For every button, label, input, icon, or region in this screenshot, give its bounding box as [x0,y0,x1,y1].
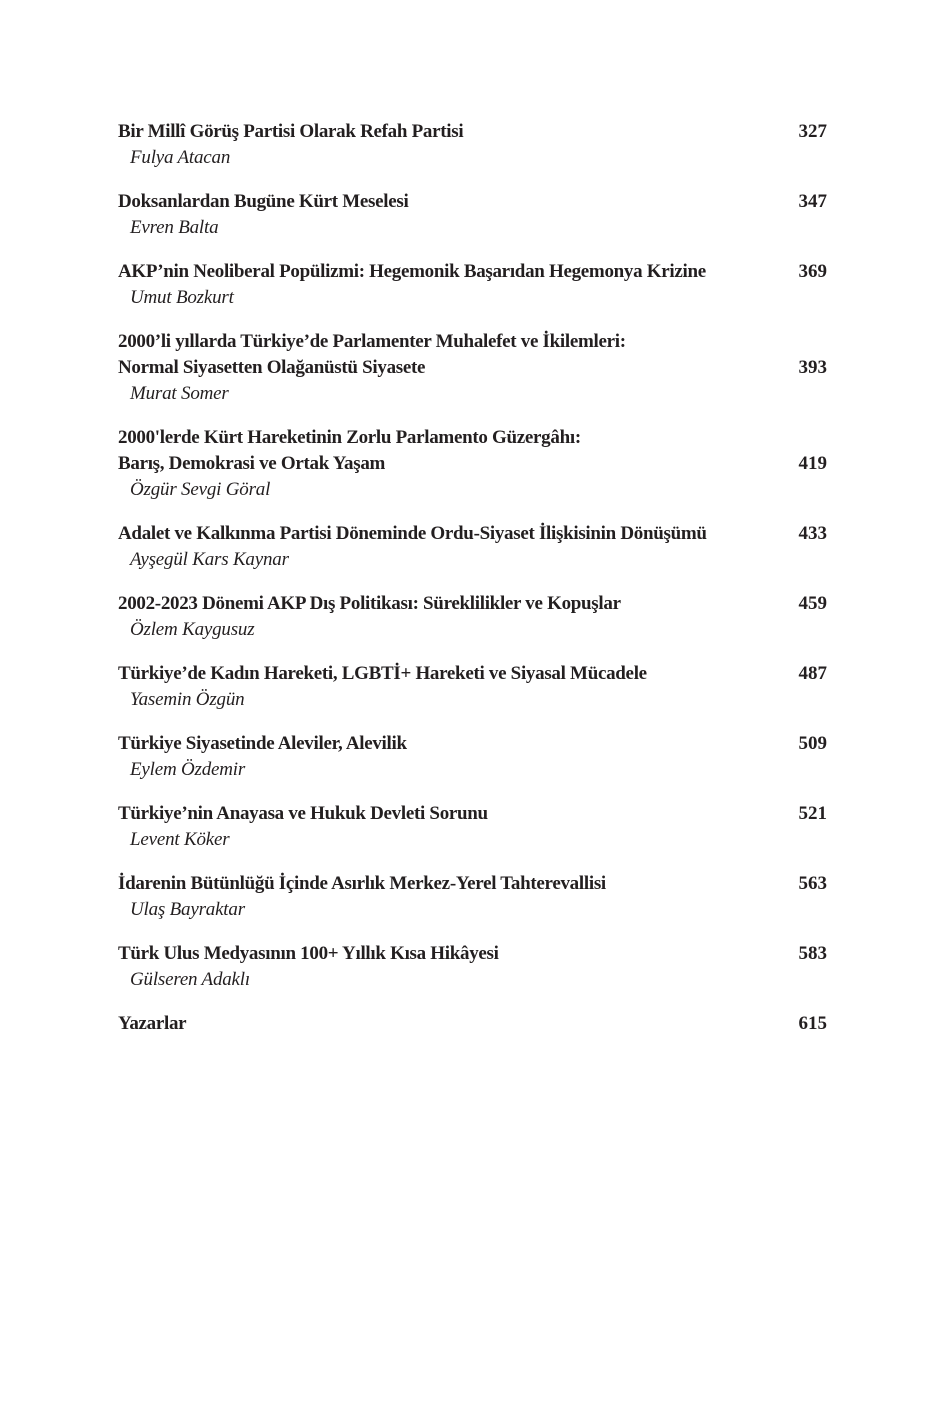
page-number: 521 [798,803,827,824]
chapter-author: Ulaş Bayraktar [130,899,245,920]
chapter-title [118,259,706,285]
page-number: 419 [798,453,827,474]
toc-entry-row [118,329,827,381]
chapter-title-line: Adalet ve Kalkınma Partisi Döneminde Ordu-Siyaset İlişkisinin Dönüşümü [118,523,707,544]
toc-entry[interactable] [118,119,827,171]
chapter-author: Özlem Kaygusuz [130,619,255,640]
chapter-title-line: 2000'lerde Kürt Hareketinin Zorlu Parlamento Güzergâhı: [118,427,581,448]
toc-entry[interactable] [118,731,827,783]
page-number: 327 [798,121,827,142]
toc-entry-row [118,119,827,145]
page-number: 393 [798,357,827,378]
chapter-author: Levent Köker [130,829,230,850]
toc-entry[interactable] [118,941,827,993]
chapter-title-line: Türkiye’de Kadın Hareketi, LGBTİ+ Hareketi ve Siyasal Mücadele [118,663,647,684]
toc-entry-row [118,591,827,617]
toc-entry-row [118,871,827,897]
chapter-title [118,941,499,967]
toc-entry[interactable] [118,591,827,643]
toc-entry-row [118,731,827,757]
toc-entry-row [118,801,827,827]
page-number: 615 [798,1013,827,1034]
toc-entry-row [118,1011,827,1037]
chapter-title [118,425,581,477]
toc-entry[interactable] [118,329,827,407]
page-number: 459 [798,593,827,614]
chapter-title-line: 2002-2023 Dönemi AKP Dış Politikası: Süreklilikler ve Kopuşlar [118,593,621,614]
chapter-author: Murat Somer [130,383,229,404]
chapter-title-line: Bir Millî Görüş Partisi Olarak Refah Partisi [118,121,464,142]
chapter-title-line: Barış, Demokrasi ve Ortak Yaşam [118,453,386,474]
chapter-title [118,801,488,827]
chapter-title [118,591,621,617]
chapter-title [118,521,707,547]
chapter-author: Yasemin Özgün [130,689,245,710]
chapter-title [118,119,463,145]
chapter-author: Fulya Atacan [130,147,231,168]
chapter-title [118,329,626,381]
toc-entry-row [118,661,827,687]
chapter-title-line: Yazarlar [118,1013,187,1034]
toc-entry[interactable] [118,661,827,713]
chapter-title-line: AKP’nin Neoliberal Popülizmi: Hegemonik Başarıdan Hegemonya Krizine [118,261,706,282]
chapter-title-line: 2000’li yıllarda Türkiye’de Parlamenter Muhalefet ve İkilemleri: [118,331,626,352]
chapter-title [118,1011,186,1037]
page-number: 433 [798,523,827,544]
chapter-author: Gülseren Adaklı [130,969,250,990]
page-number: 347 [798,191,827,212]
page-number: 509 [798,733,827,754]
page-number: 487 [798,663,827,684]
chapter-title-line: Normal Siyasetten Olağanüstü Siyasete [118,357,426,378]
chapter-author: Umut Bozkurt [130,287,234,308]
chapter-author: Ayşegül Kars Kaynar [130,549,289,570]
page-number: 583 [798,943,827,964]
toc-entry-row [118,259,827,285]
toc-entry[interactable] [118,801,827,853]
toc-entry-row [118,425,827,477]
chapter-title-line: Türk Ulus Medyasının 100+ Yıllık Kısa Hikâyesi [118,943,499,964]
chapter-title-line: Türkiye Siyasetinde Aleviler, Alevilik [118,733,407,754]
chapter-title [118,189,408,215]
chapter-title-line: İdarenin Bütünlüğü İçinde Asırlık Merkez-Yerel Tahterevallisi [118,873,606,894]
chapter-title [118,871,606,897]
chapter-author: Eylem Özdemir [130,759,246,780]
toc-entry-row [118,189,827,215]
page-number: 369 [798,261,827,282]
toc-entry[interactable] [118,871,827,923]
toc-entry[interactable] [118,189,827,241]
chapter-title [118,731,407,757]
chapter-author: Özgür Sevgi Göral [130,479,271,500]
chapter-title-line: Doksanlardan Bugüne Kürt Meselesi [118,191,409,212]
table-of-contents [118,119,827,1055]
chapter-title-line: Türkiye’nin Anayasa ve Hukuk Devleti Sorunu [118,803,488,824]
toc-entry-row [118,521,827,547]
toc-entry-row [118,941,827,967]
toc-entry[interactable] [118,259,827,311]
chapter-author: Evren Balta [130,217,219,238]
toc-entry[interactable] [118,521,827,573]
page-number: 563 [798,873,827,894]
chapter-title [118,661,647,687]
toc-entry[interactable] [118,1011,827,1037]
toc-entry[interactable] [118,425,827,503]
